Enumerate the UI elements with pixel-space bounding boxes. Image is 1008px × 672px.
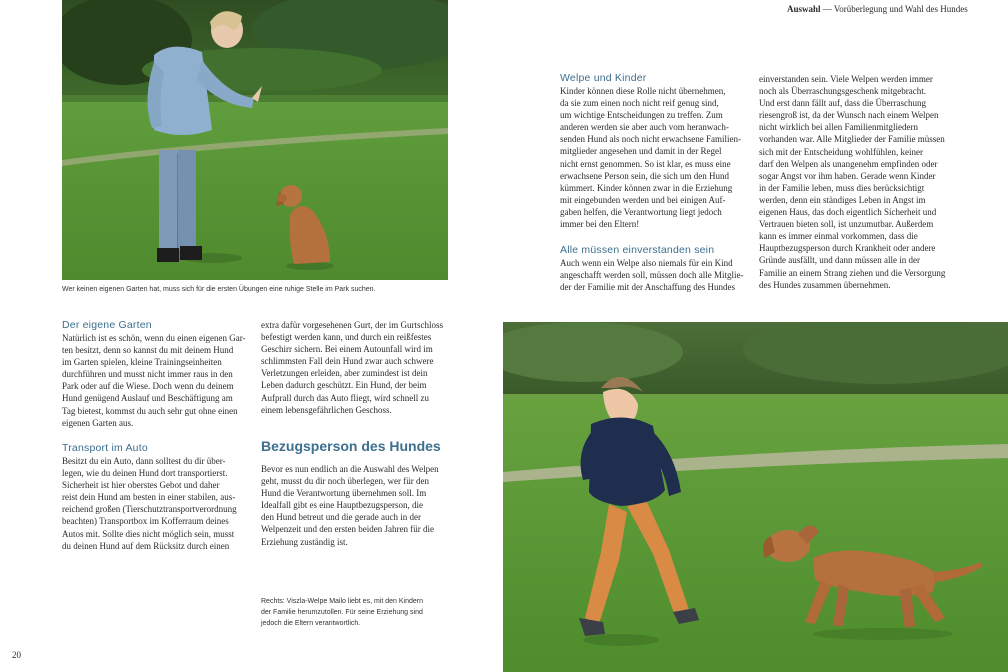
text-line: extra dafür vorgesehenen Gurt, der im Gurtschloss (261, 320, 444, 330)
text-line: durchführen und musst nicht immer raus in den (62, 369, 233, 380)
text-line: Natürlich ist es schön, wenn du einen eigenen Gar- (62, 333, 246, 343)
text-line: nicht wirklich bei allen Familienmitgliedern (759, 122, 918, 133)
text-line: Vertrauen bieten soll, ist unzumutbar. Außerdem (759, 219, 934, 230)
text-line: Idealfall gibt es eine Hauptbezugsperson, die (261, 500, 423, 511)
caption-line: der Familie herumzutollen. Für seine Erziehung sind (261, 609, 423, 616)
text-line: Hund genügend Auslauf und Beschäftigung am (62, 393, 233, 404)
text-line: ten besitzt, denn so kannst du mit deinem Hund (62, 345, 234, 356)
text-line: senden Hund als noch nicht erwachsene Familien- (560, 134, 741, 145)
text-line: Auch wenn ein Welpe also niemals für ein Kind (560, 258, 733, 268)
section-alle-einverstanden-col2 (759, 73, 945, 291)
text-line: Bevor es nun endlich an die Auswahl des Welpen (261, 464, 439, 474)
text-line: da sie zum einen noch nicht reif genug sind, (560, 98, 719, 109)
text-line: werden, denn ein ständiges Leben in Angst im (759, 194, 926, 205)
text-line: der der Familie mit der Anschaffung des Hundes (560, 282, 736, 293)
text-line: mit eingebunden werden und bei einigen Auf- (560, 194, 726, 205)
text-transport-continued (261, 319, 443, 416)
text-line: des Hundes zusammen übernehmen. (759, 279, 891, 290)
text-line: angeschafft werden soll, müssen doch alle Mitglie- (560, 270, 744, 281)
text-line: Hauptbezugsperson durch Krankheit oder andere (759, 243, 936, 254)
heading-alle-einverstanden: Alle müssen einverstanden sein (560, 244, 715, 256)
text-line: befestigt werden kann, und durch ein reißfestes (261, 332, 432, 343)
text-line: gaben helfen, die Verantwortung liegt jedoch (560, 206, 722, 217)
text-line: Autos mit. Sollte dies nicht möglich sein, musst (62, 528, 235, 539)
text-line: reichend großen (Tierschutztransportverordnung (62, 504, 237, 515)
header-dash: — (822, 4, 832, 14)
text-line: erwachsene Person sein, die sich um den Hund (560, 170, 729, 181)
text-garten (62, 332, 246, 429)
text-line: Geschirr sichern. Bei einem Autounfall wird im (261, 344, 433, 355)
photo-caption-top: Wer keinen eigenen Garten hat, muss sich für die ersten Übungen eine ruhige Stelle im Park suchen. (62, 286, 376, 293)
caption-line: jedoch die Eltern verantwortlich. (261, 620, 361, 627)
text-line: du deinen Hund auf dem Rücksitz durch einen (62, 540, 230, 551)
text-bezugsperson (261, 463, 441, 548)
text-line: schlimmsten Fall dein Hund zwar auch schwere (261, 356, 434, 367)
section-welpe-kinder (560, 72, 741, 230)
text-line: riesengroß ist, da der Wunsch nach einem Welpen (759, 110, 939, 121)
text-line: mitglieder angesehen und damit in der Regel (560, 146, 722, 157)
text-line: Familie an einem Strang ziehen und die Versorgung (759, 267, 946, 278)
text-line: in der Familie leben, muss dies berücksichtigt (759, 182, 925, 193)
text-line: Park oder auf die Wiese. Doch wenn du deinem (62, 381, 234, 392)
header-section: Auswahl (787, 4, 821, 14)
text-line: den Hund betreut und die gerade auch in der (261, 512, 421, 523)
text-line: einverstanden sein. Viele Welpen werden immer (759, 74, 933, 84)
text-line: eigenen Garten aus. (62, 417, 134, 428)
text-line: Leben dadurch geschützt. Ein Hund, der beim (261, 380, 427, 391)
text-line: kann es immer einmal vorkommen, dass die (759, 231, 918, 242)
text-line: geht, musst du dir noch überlegen, wer für den (261, 476, 429, 487)
text-line: sich mit der Entscheidung wohlfühlen, keiner (759, 146, 923, 157)
text-line: reist dein Hund am besten in einer stabilen, aus- (62, 492, 236, 503)
section-bezugsperson (261, 438, 441, 548)
photo-boy-puppy-playing (503, 322, 1008, 672)
text-line: immer bei den Eltern! (560, 219, 640, 230)
text-line: Und erst dann fällt auf, dass die Überraschung (759, 98, 926, 109)
heading-bezugsperson: Bezugsperson des Hundes (261, 438, 441, 454)
text-line: Welpenzeit und den ersten beiden Jahren für die (261, 524, 434, 535)
text-alle-einverstanden-col2 (759, 73, 945, 291)
text-line: einem lebensgefährlichen Geschoss. (261, 404, 392, 415)
text-line: um wichtige Entscheidungen zu treffen. Zum (560, 110, 723, 121)
text-line: kümmert. Kinder können zwar in die Erziehung (560, 182, 733, 193)
text-line: Aufprall durch das Auto fliegt, wird schnell zu (261, 392, 429, 403)
text-line: legen, wie du deinen Hund dort transportierst. (62, 468, 228, 479)
section-alle-einverstanden (560, 244, 744, 293)
text-line: noch als Überraschungsgeschenk mitgebracht. (759, 86, 926, 97)
text-line: anderen werden sie aber auch vom heranwach- (560, 122, 729, 133)
text-line: Sicherheit ist hier oberstes Gebot und daher (62, 480, 220, 491)
caption-line: Rechts: Viszla-Welpe Mailo liebt es, mit den Kindern (261, 598, 423, 605)
section-transport-continued (261, 319, 443, 416)
photo-woman-puppy-park (62, 0, 448, 280)
text-line: beachten) Transportbox im Kofferraum deines (62, 516, 229, 527)
text-welpe-kinder (560, 85, 741, 230)
text-line: sogar Angst vor ihm haben. Gerade wenn Kinder (759, 170, 936, 181)
heading-garten: Der eigene Garten (62, 319, 152, 331)
heading-transport: Transport im Auto (62, 442, 148, 454)
text-line: eigenen Haus, das doch eigentlich Sicherheit und (759, 207, 937, 218)
header-subtitle: Vorüberlegung und Wahl des Hundes (833, 4, 968, 14)
running-header (787, 4, 968, 14)
text-line: Kinder können diese Rolle nicht übernehmen, (560, 86, 726, 96)
page-number: 20 (12, 650, 21, 660)
text-line: Hund die Verantwortung übernehmen soll. Im (261, 488, 427, 499)
text-line: Erziehung zuständig ist. (261, 536, 348, 547)
text-line: Tag bietest, kommst du auch sehr gut ohne einen (62, 405, 238, 416)
heading-welpe-kinder: Welpe und Kinder (560, 72, 647, 84)
section-transport (62, 442, 237, 552)
text-line: Gründe ausfällt, und dann müssen alle in der (759, 255, 920, 266)
photo-caption-bottom (261, 596, 423, 629)
text-line: im Garten spielen, kleine Trainingseinheiten (62, 357, 222, 368)
text-transport (62, 455, 237, 552)
text-line: Besitzt du ein Auto, dann solltest du dir über- (62, 456, 226, 466)
text-line: Verletzungen erleiden, aber zumindest ist dein (261, 368, 428, 379)
text-alle-einverstanden-col1 (560, 257, 744, 293)
section-garten (62, 319, 246, 429)
text-line: vorhanden war. Alle Mitglieder der Familie müssen (759, 134, 945, 145)
text-line: nicht ernst genommen. So ist klar, es muss eine (560, 158, 731, 169)
text-line: darf den Welpen als unangenehm empfinden oder (759, 158, 938, 169)
